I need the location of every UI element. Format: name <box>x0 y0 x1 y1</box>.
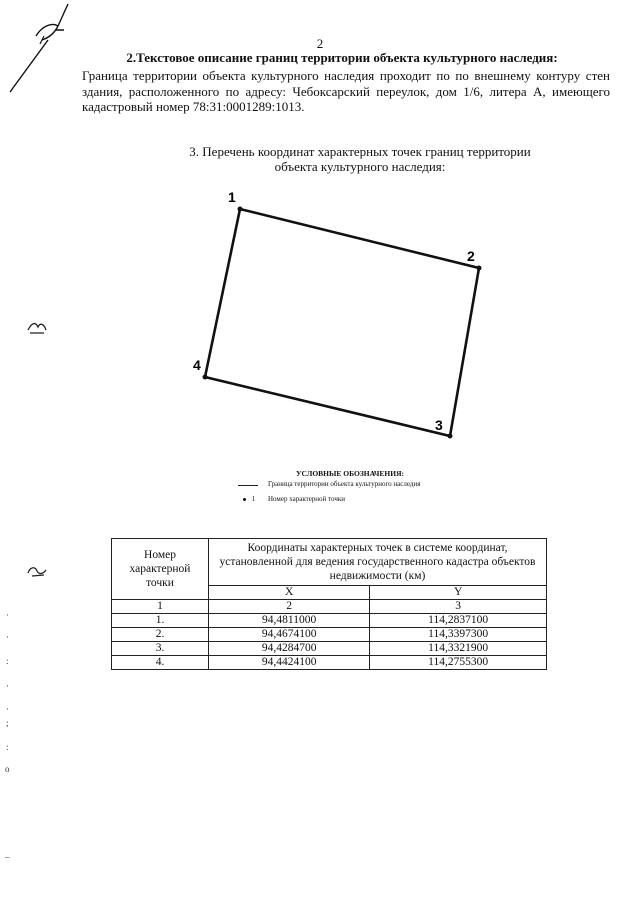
point-number-cell: 4. <box>112 656 209 670</box>
x-cell: 94,4674100 <box>209 628 370 642</box>
margin-tick-9: – <box>5 852 10 862</box>
point-number-cell: 1. <box>112 614 209 628</box>
margin-tick-1: · <box>6 610 9 620</box>
section2-heading: 2.Текстовое описание границ территории объекта культурного наследия: <box>126 50 558 65</box>
y-cell: 114,3397300 <box>370 628 547 642</box>
coordinates-table <box>111 538 547 670</box>
x-cell: 94,4811000 <box>209 614 370 628</box>
page-number: 2 <box>316 36 324 51</box>
point-number-cell: 2. <box>112 628 209 642</box>
margin-tick-2: · <box>6 632 9 642</box>
vertex-1 <box>238 207 243 212</box>
table-row <box>112 656 547 670</box>
section2-body: Граница территории объекта культурного наследия проходит по по внешнему контуру стен здания, расположенного по адресу: Чебоксарский переулок, дом 1/6, литера А, имеющего кадастровый номер 78:31:0001289:1013. <box>82 68 610 114</box>
margin-tick-4: · <box>6 681 9 691</box>
margin-initials-2 <box>26 563 48 579</box>
x-cell: 94,4424100 <box>209 656 370 670</box>
boundary-polygon <box>205 209 479 436</box>
y-cell: 114,2755300 <box>370 656 547 670</box>
table-header-row <box>112 539 547 586</box>
x-cell: 94,4284700 <box>209 642 370 656</box>
y-cell: 114,2837100 <box>370 614 547 628</box>
index-cell: 3 <box>370 600 547 614</box>
table-row <box>112 614 547 628</box>
margin-tick-8: o <box>5 764 10 774</box>
header-point-number: Номер характерной точки <box>112 539 209 600</box>
legend-title: УСЛОВНЫЕ ОБОЗНАЧЕНИЯ: <box>296 469 404 478</box>
index-cell: 1 <box>112 600 209 614</box>
legend-point-symbol: 1 <box>251 495 256 503</box>
legend-boundary-text: Граница территории объекта культурного наследия <box>268 480 421 488</box>
vertex-label-4: 4 <box>193 357 201 373</box>
table-index-row <box>112 600 547 614</box>
section3-heading-line2: объекта культурного наследия: <box>274 159 446 174</box>
table-row <box>112 628 547 642</box>
vertex-label-1: 1 <box>228 189 236 205</box>
legend-row-boundary <box>238 480 420 488</box>
legend-point-text: Номер характерной точки <box>268 495 345 503</box>
margin-tick-7: : <box>6 742 9 752</box>
header-coordinates: Координаты характерных точек в системе координат, установленной для ведения государственного кадастра объектов недвижимости (км) <box>209 539 547 586</box>
header-y: Y <box>370 586 547 600</box>
y-cell: 114,3321900 <box>370 642 547 656</box>
legend-line-symbol <box>238 485 258 486</box>
vertex-3 <box>448 434 453 439</box>
index-cell: 2 <box>209 600 370 614</box>
margin-tick-3: : <box>6 656 9 666</box>
legend-row-point <box>238 495 345 503</box>
legend-point-dot <box>243 498 246 501</box>
header-x: X <box>209 586 370 600</box>
margin-tick-6: ; <box>6 718 9 728</box>
vertex-label-3: 3 <box>435 417 443 433</box>
point-number-cell: 3. <box>112 642 209 656</box>
vertex-2 <box>477 266 482 271</box>
table-row <box>112 642 547 656</box>
section3-heading-line1: 3. Перечень координат характерных точек границ территории <box>189 144 531 159</box>
vertex-4 <box>203 375 208 380</box>
margin-tick-5: · <box>6 704 9 714</box>
vertex-label-2: 2 <box>467 248 475 264</box>
